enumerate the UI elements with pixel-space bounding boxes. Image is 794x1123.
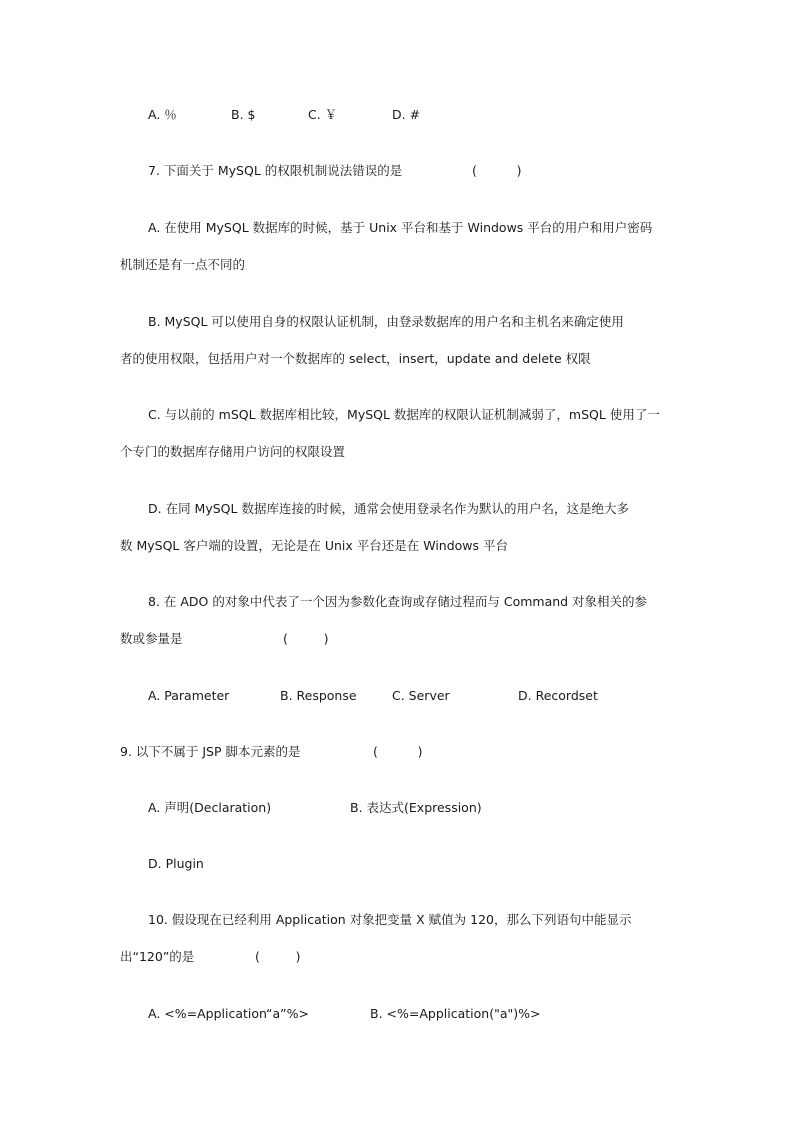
- q8-option-c: C. Server: [392, 688, 450, 703]
- q6-option-a: A. ％: [148, 107, 177, 122]
- q7-option-c-line1: C. 与以前的 mSQL 数据库相比较，MySQL 数据库的权限认证机制减弱了，mSQL 使用了一: [148, 407, 660, 422]
- q8-option-d: D. Recordset: [518, 688, 598, 703]
- q6-option-d: D. #: [392, 107, 421, 122]
- q10-option-a: A. <%=Application“a”%>: [148, 1006, 309, 1021]
- q9-stem: 9. 以下不属于 JSP 脚本元素的是: [120, 744, 301, 759]
- q8-option-a: A. Parameter: [148, 688, 230, 703]
- q10-stem-line1: 10. 假设现在已经利用 Application 对象把变量 X 赋值为 120，那么下列语句中能显示: [148, 912, 632, 927]
- q10-option-b: B. <%=Application("a")%>: [370, 1006, 541, 1021]
- q7-stem: 7. 下面关于 MySQL 的权限机制说法错误的是: [148, 163, 403, 178]
- q7-option-b-line1: B. MySQL 可以使用自身的权限认证机制，由登录数据库的用户名和主机名来确定使用: [148, 314, 624, 329]
- q9-option-a: A. 声明(Declaration): [148, 800, 272, 815]
- q6-option-c: C. ￥: [308, 107, 338, 122]
- q7-option-a-line2: 机制还是有一点不同的: [120, 257, 246, 272]
- q10-stem-line2: 出“120”的是: [120, 949, 195, 964]
- q7-answer-paren: ( ): [472, 163, 522, 178]
- q8-option-b: B. Response: [280, 688, 357, 703]
- q7-option-c-line2: 个专门的数据库存储用户访问的权限设置: [120, 444, 346, 459]
- q7-option-a-line1: A. 在使用 MySQL 数据库的时候，基于 Unix 平台和基于 Windows 平台的用户和用户密码: [148, 220, 653, 235]
- q6-option-b: B. $: [231, 107, 256, 122]
- q7-option-d-line1: D. 在同 MySQL 数据库连接的时候，通常会使用登录名作为默认的用户名，这是绝大多: [148, 501, 629, 516]
- q10-answer-paren: ( ): [255, 949, 301, 964]
- q8-stem-line1: 8. 在 ADO 的对象中代表了一个因为参数化查询或存储过程而与 Command 对象相关的参: [148, 594, 648, 609]
- q7-option-b-line2: 者的使用权限，包括用户对一个数据库的 select，insert，update and delete 权限: [120, 351, 591, 366]
- q9-answer-paren: ( ): [373, 744, 423, 759]
- q8-stem-line2: 数或参量是: [120, 631, 183, 646]
- q9-option-d: D. Plugin: [148, 856, 204, 871]
- q7-option-d-line2: 数 MySQL 客户端的设置，无论是在 Unix 平台还是在 Windows 平台: [120, 538, 509, 553]
- q8-answer-paren: ( ): [283, 631, 329, 646]
- q9-option-b: B. 表达式(Expression): [350, 800, 482, 815]
